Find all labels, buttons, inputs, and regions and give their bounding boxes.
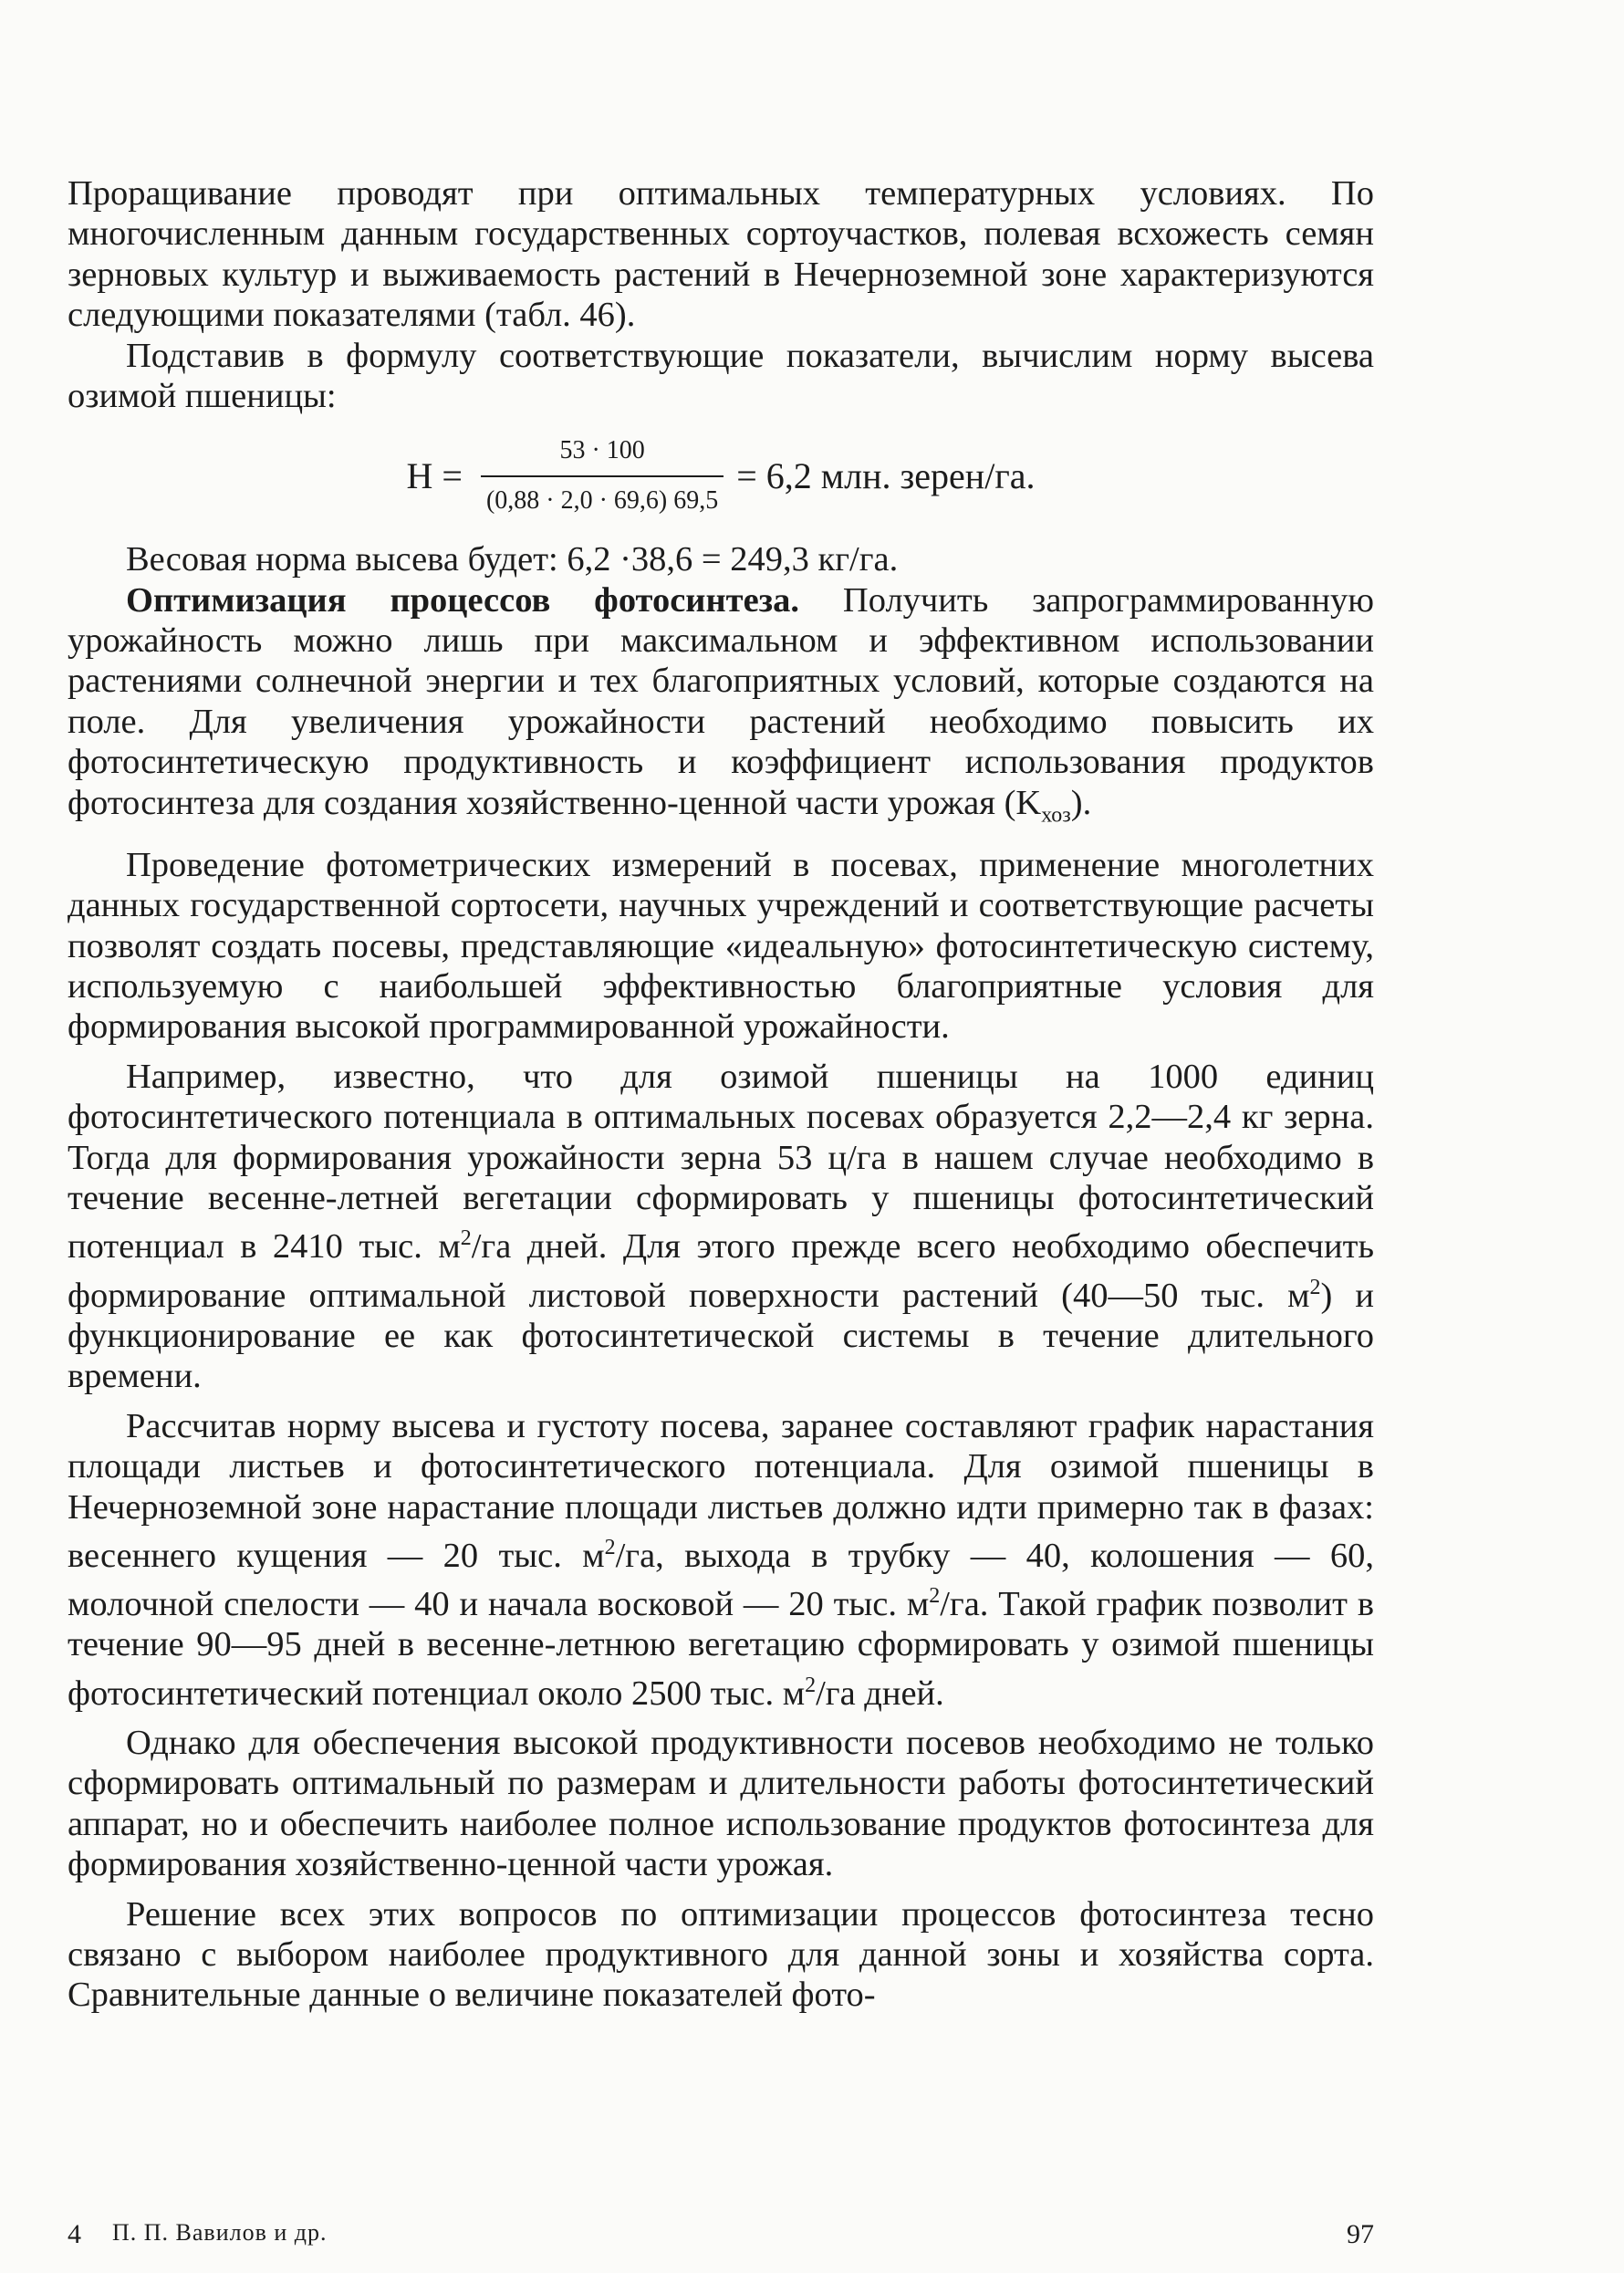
- formula-lhs: Н =: [406, 454, 463, 496]
- signature-text: П. П. Вавилов и др.: [112, 2219, 328, 2246]
- k-subscript: хоз: [1041, 803, 1071, 828]
- paragraph-6: [68, 1057, 1374, 1397]
- superscript: 2: [1309, 1275, 1321, 1299]
- body-text: [68, 173, 1374, 2016]
- signature-mark: [68, 2219, 328, 2250]
- page-footer: [68, 2219, 1374, 2250]
- paragraph-8: Однако для обеспечения высокой продуктивности посевов необходимо не только сформировать оптимальный по размерам и длительности работы фотосинтетический аппарат, но и обеспечить наиболее полное использование продуктов фотосинтеза для формирования хозяйственно-ценной части урожая.: [68, 1724, 1374, 1884]
- paragraph-5: Проведение фотометрических измерений в посевах, применение многолетних данных государственной сортосети, научных учреждений и соответствующие расчеты позволят создать посевы, представляющие «идеальную» фотосинтетическую систему, используемую с наибольшей эффективностью благоприятные условия для формирования высокой программированной урожайности.: [68, 845, 1374, 1047]
- paragraph-2: Подставив в формулу соответствующие показатели, вычислим норму высева озимой пшеницы:: [68, 336, 1374, 416]
- section-heading: Оптимизация процессов фотосинтеза.: [126, 580, 800, 620]
- paragraph-6-b: /га дней. Для этого прежде всего необходимо обеспечить формирование оптимальной листовой поверхности растений (40—50 тыс. м: [68, 1227, 1375, 1315]
- paragraph-7-b: /га, выхода в трубку — 40, колошения — 60, молочной спелости — 40 и начала восковой — 20 тыс. м: [68, 1536, 1374, 1623]
- superscript: 2: [929, 1584, 941, 1609]
- formula-denominator: (0,88 · 2,0 · 69,6) 69,5: [481, 475, 724, 521]
- paragraph-9: Решение всех этих вопросов по оптимизации процессов фотосинтеза тесно связано с выбором наиболее продуктивного для данной зоны и хозяйства сорта. Сравнительные данные о величине показателей фото-: [68, 1894, 1374, 2015]
- paragraph-4-text: Получить запрограммированную урожайность можно лишь при максимальном и эффективном использовании растениями солнечной энергии и тех благоприятных условий, которые создаются на поле. Для увеличения урожайности растений необходимо повысить их фотосинтетическую продуктивность и коэффициент использования продуктов фотосинтеза для создания хозяйственно-ценной части урожая (K: [68, 580, 1374, 822]
- formula-numerator: 53 · 100: [559, 436, 645, 465]
- paragraph-6-a: Например, известно, что для озимой пшеницы на 1000 единиц фотосинтетического потенциала в оптимальных посевах образуется 2,2—2,4 кг зерна. Тогда для формирования урожайности зерна 53 ц/га в нашем случае необходимо в течение весенне-летней вегетации сформировать у пшеницы фотосинтетический потенциал в 2410 тыс. м: [68, 1057, 1374, 1267]
- superscript: 2: [805, 1673, 817, 1697]
- superscript: 2: [604, 1535, 616, 1559]
- paragraph-7-d: /га дней.: [816, 1673, 944, 1713]
- signature-number: 4: [68, 2219, 81, 2249]
- paragraph-4: [68, 580, 1374, 836]
- paragraph-7-a: Рассчитав норму высева и густоту посева, заранее составляют график нарастания площади листьев и фотосинтетического потенциала. Для озимой пшеницы в Нечерноземной зоне нарастание площади листьев должно идти примерно так в фазах: весеннего кущения — 20 тыс. м: [68, 1406, 1374, 1575]
- page-number: 97: [1347, 2219, 1374, 2249]
- superscript: 2: [460, 1226, 472, 1251]
- formula-rhs: = 6,2 млн. зерен/га.: [736, 454, 1036, 496]
- paragraph-7-c: /га. Такой график позволит в течение 90—95 дней в весенне-летнюю вегетацию сформировать у озимой пшеницы фотосинтетический потенциал около 2500 тыс. м: [68, 1585, 1374, 1713]
- paragraph-6-c: ) и функционирование ее как фотосинтетической системы в течение длительного времени.: [68, 1276, 1374, 1396]
- paragraph-4-end: ).: [1070, 783, 1092, 822]
- seeding-rate-formula: [68, 431, 1374, 521]
- paragraph-1: Проращивание проводят при оптимальных температурных условиях. По многочисленным данным государственных сортоучастков, полевая всхожесть семян зерновых культур и выживаемость растений в Нечерноземной зоне характеризуются следующими показателями (табл. 46).: [68, 174, 1374, 335]
- paragraph-7: [68, 1406, 1374, 1714]
- formula-fraction: [481, 431, 724, 521]
- paragraph-3: Весовая норма высева будет: 6,2 ·38,6 = 249,3 кг/га.: [126, 540, 899, 579]
